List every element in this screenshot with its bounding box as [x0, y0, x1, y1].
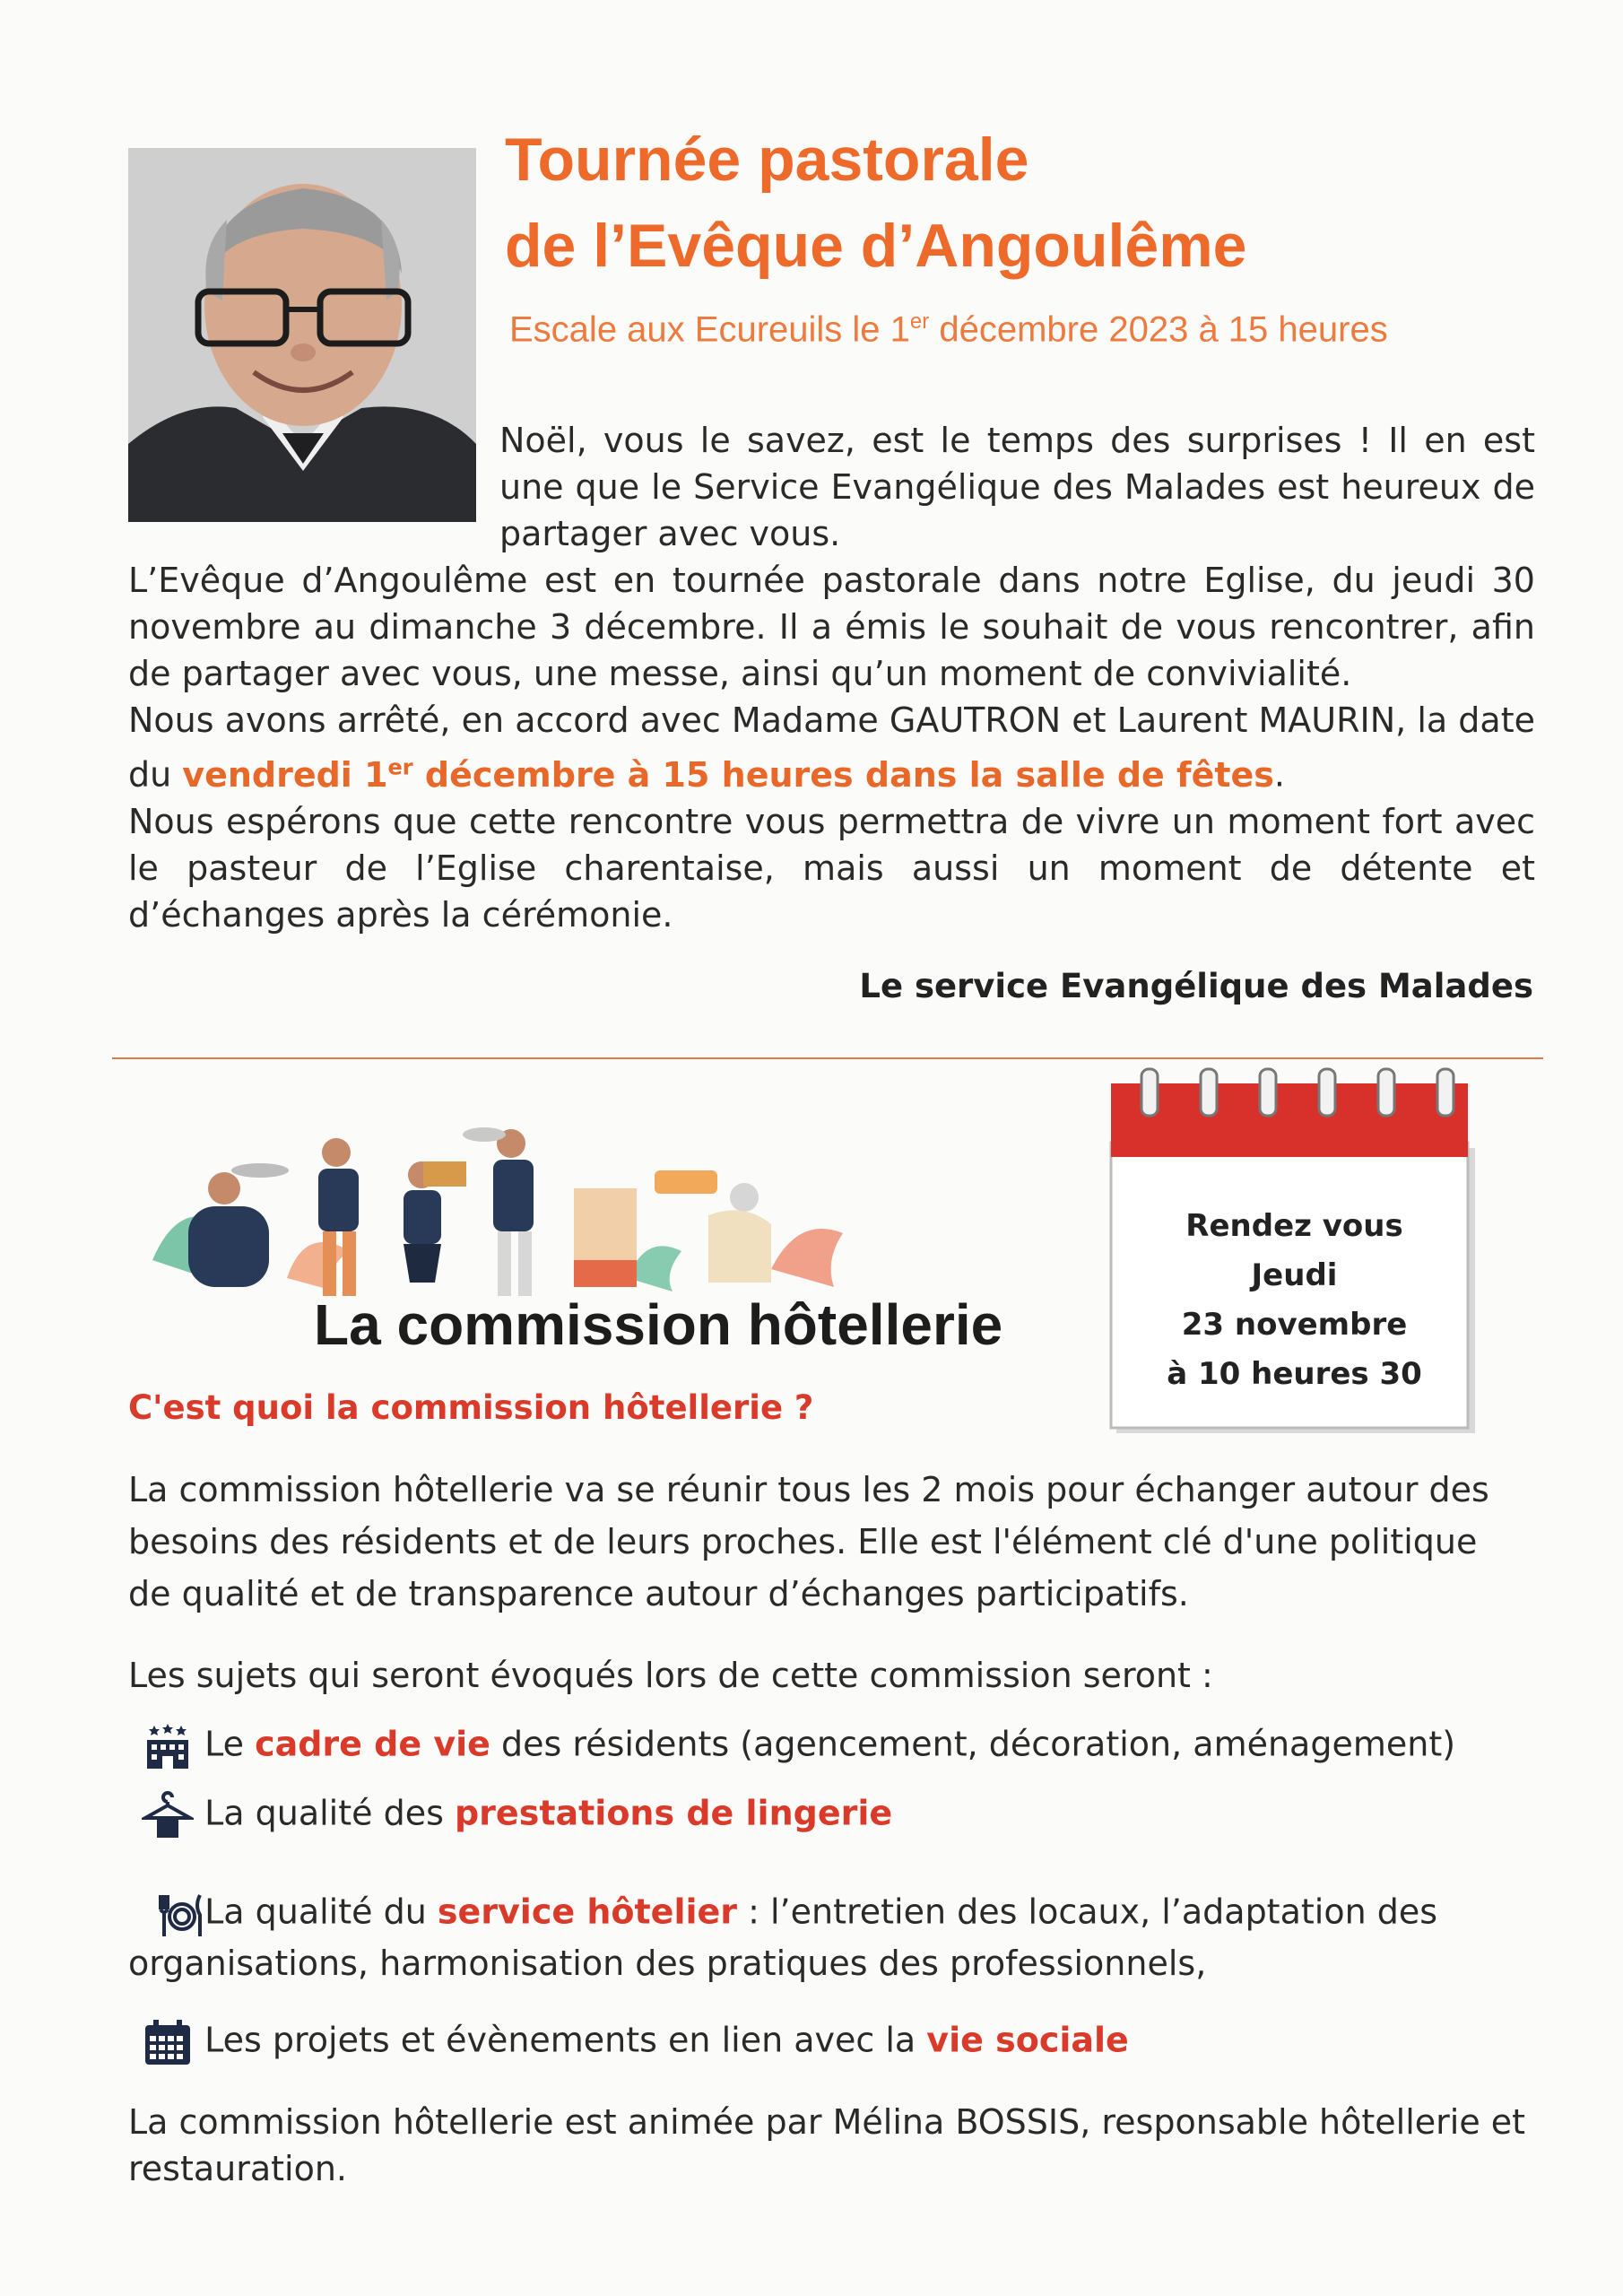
hanger-icon [142, 1789, 194, 1841]
subtitle-text-end: décembre 2023 à 15 heures [929, 309, 1388, 350]
topic-4-text-start: Les projets et évènements en lien avec la [204, 2020, 927, 2060]
topic-item-3 [128, 1888, 1527, 1987]
calendar-text [1109, 1202, 1480, 1399]
hotel-building-icon [142, 1720, 194, 1772]
article-title [505, 117, 1247, 289]
topic-3-highlight: service hôtelier [437, 1892, 738, 1932]
body-paragraph-2-text: Nous avons arrêté, en accord avec Madame GAUTRON et Laurent MAURIN, la date du [128, 700, 1535, 795]
bishop-photo [128, 148, 476, 522]
topic-item-1 [142, 1720, 1541, 1772]
topic-4-highlight: vie sociale [926, 2020, 1129, 2060]
event-date-start: vendredi 1 [182, 754, 388, 795]
topic-2-highlight: prestations de lingerie [454, 1793, 893, 1833]
intro-paragraph: Noël, vous le savez, est le temps des surprises ! Il en est une que le Service Evangélique des Malades est heureux de partager avec vous. [499, 421, 1535, 553]
plate-cutlery-icon [142, 1888, 194, 1940]
subtitle-text-start: Escale aux Ecureuils le 1 [509, 309, 910, 350]
topic-item-4 [142, 2016, 1541, 2068]
article-subtitle [509, 309, 1388, 350]
calendar-line-3: 23 novembre [1181, 1307, 1408, 1343]
title-line-2: de l’Evêque d’Angoulême [505, 212, 1247, 280]
body-paragraph-2 [128, 697, 1535, 798]
section-heading: La commission hôtellerie [314, 1292, 1003, 1357]
topic-1-text-start: Le [204, 1724, 256, 1764]
event-date-superscript: er [387, 754, 413, 779]
calendar-line-1: Rendez vous [1185, 1208, 1403, 1244]
topic-3-text-end: : l’entretien des locaux, l’adaptation des organisations, harmonisation des pratiques des professionnels, [128, 1892, 1438, 1983]
body-paragraph-1: L’Evêque d’Angoulême est en tournée pastorale dans notre Eglise, du jeudi 30 novembre au dimanche 3 décembre. Il a émis le souhait de vous rencontrer, afin de partager avec vous, une messe, ainsi qu’un moment de convivialité. [128, 561, 1535, 693]
section-question: C'est quoi la commission hôtellerie ? [128, 1388, 814, 1427]
calendar-line-4: à 10 heures 30 [1167, 1356, 1422, 1392]
article-body [128, 557, 1535, 938]
section-divider [112, 1057, 1543, 1059]
hotel-staff-illustration [143, 1126, 1040, 1305]
signature: Le service Evangélique des Malades [859, 967, 1533, 1005]
topics-intro: Les sujets qui seront évoqués lors de cette commission seront : [128, 1656, 1213, 1695]
topic-3-text-start: La qualité du [204, 1892, 438, 1932]
event-date-highlight [182, 755, 1274, 795]
title-line-1: Tournée pastorale [505, 126, 1029, 194]
body-paragraph-2-end: . [1273, 754, 1286, 795]
calendar-icon [142, 2016, 194, 2068]
body-paragraph-3: Nous espérons que cette rencontre vous permettra de vivre un moment fort avec le pasteur de l’Eglise charentaise, mais aussi un moment de détente et d’échanges après la cérémonie. [128, 801, 1535, 935]
event-date-end: décembre à 15 heures dans la salle de fêtes [412, 754, 1274, 795]
commission-description: La commission hôtellerie va se réunir tous les 2 mois pour échanger autour des besoins des résidents et de leurs proches. Elle est l'élément clé d'une politique de qualité et de transparence autour d’échanges participatifs. [128, 1470, 1489, 1613]
closing-paragraph: La commission hôtellerie est animée par Mélina BOSSIS, responsable hôtellerie et restauration. [128, 2102, 1526, 2188]
subtitle-superscript: er [909, 309, 930, 334]
topic-1-highlight: cadre de vie [255, 1724, 490, 1764]
topic-1-text-end: des résidents (agencement, décoration, aménagement) [490, 1724, 1456, 1764]
topic-item-2 [142, 1789, 1541, 1841]
calendar-line-2: Jeudi [1251, 1257, 1338, 1293]
topic-2-text-start: La qualité des [204, 1793, 455, 1833]
